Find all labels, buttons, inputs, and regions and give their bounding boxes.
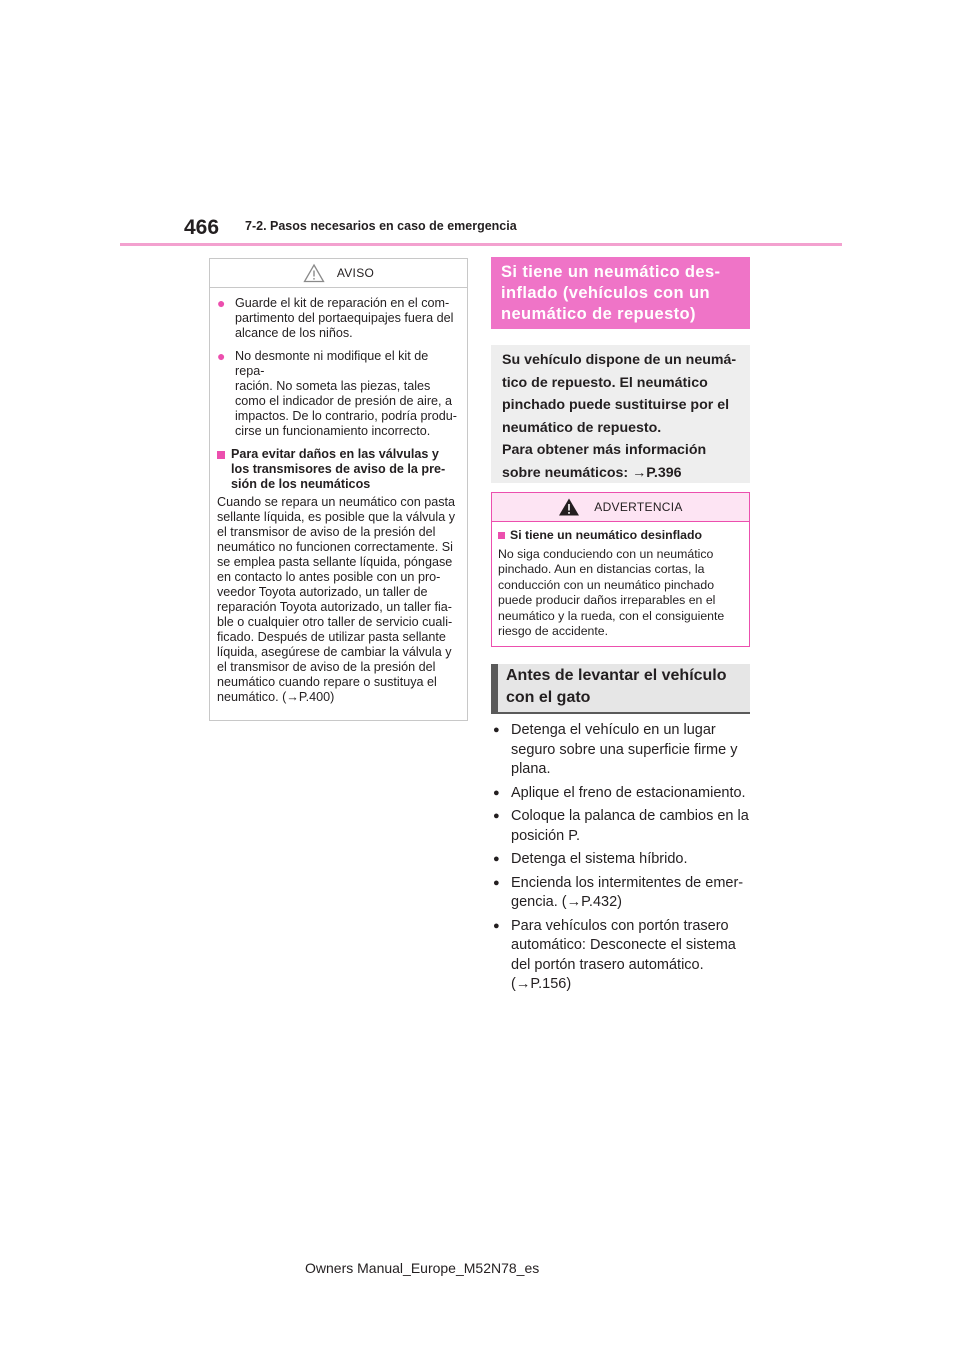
caution-title: AVISO xyxy=(336,266,375,280)
warning-triangle-icon xyxy=(558,497,580,517)
heading-line: inflado (vehículos con un xyxy=(501,284,710,302)
list-item xyxy=(491,850,753,870)
caution-item-text: Guarde el kit de reparación en el com- partimento del portaequipajes fuera del alcance de los niños. xyxy=(235,296,454,340)
jack-section-heading xyxy=(491,664,750,714)
heading-line: Antes de levantar el vehículo xyxy=(506,667,727,684)
info-line: pinchado puede sustituirse por el xyxy=(502,397,730,413)
caution-box xyxy=(209,258,468,721)
heading-line: neumático de repuesto) xyxy=(501,305,696,323)
pink-bullet-icon: ● xyxy=(217,295,226,311)
info-line: neumático de repuesto. xyxy=(502,419,662,436)
caution-body xyxy=(210,288,467,705)
pink-bullet-icon: ● xyxy=(217,348,226,364)
list-item xyxy=(491,721,753,780)
caution-subheading-text: Para evitar daños en las válvulas y los transmisores de aviso de la pre- sión de los neumáticos xyxy=(231,447,446,491)
warning-header xyxy=(492,493,749,522)
info-line: sobre neumáticos: →P.396 xyxy=(502,464,682,481)
list-item xyxy=(491,784,753,804)
caution-header xyxy=(210,259,467,288)
caution-triangle-icon xyxy=(303,263,325,283)
list-item-text: Coloque la palanca de cambios en la posición P. xyxy=(511,808,749,844)
info-line: Su vehículo dispone de un neumá- xyxy=(502,352,737,368)
warning-subheading xyxy=(498,528,742,544)
header-rule xyxy=(120,243,842,246)
bullet-icon: ● xyxy=(493,853,500,865)
list-item-text: Para vehículos con portón trasero automático: Desconecte el sistema del portón trasero automático. (→P.156) xyxy=(511,917,736,992)
warning-box xyxy=(491,492,750,647)
warning-title: ADVERTENCIA xyxy=(594,500,683,514)
info-line: Para obtener más información xyxy=(502,442,707,458)
heading-line: Si tiene un neumático des- xyxy=(501,263,721,281)
page-number: 466 xyxy=(184,216,220,239)
spare-tire-info-box xyxy=(491,345,750,483)
list-item-text: Encienda los intermitentes de emer- gencia. (→P.432) xyxy=(511,874,744,910)
warning-body xyxy=(492,522,749,640)
list-item-text: Detenga el vehículo en un lugar seguro sobre una superficie firme y plana. xyxy=(511,722,738,777)
list-item xyxy=(491,807,753,846)
pink-square-icon xyxy=(217,451,225,459)
caution-paragraph: Cuando se repara un neumático con pasta sellante líquida, es posible que la válvula y el transmisor de aviso de la presión del neumático no funcionen correctamente. Si se emplea pasta sellante líquida, póngase en contacto lo antes posible con un pro- veedor Toyota autorizado, un taller de reparación Toyota autorizado, un taller fia- ble o cualquier otro taller de servicio cuali- ficado. Después de utilizar pasta sellante líquida, asegúrese de cambiar la válvula y el transmisor de aviso de la presión del neumático cuando repare o sustituya el neumático. (→P.400) xyxy=(217,495,456,704)
warning-text: No siga conduciendo con un neumático pinchado. Aun en distancias cortas, la conducción con un neumático pinchado puede producir daños irreparables en el neumático y la rueda, con el consiguiente riesgo de accidente. xyxy=(498,546,725,638)
warning-subheading-text: Si tiene un neumático desinflado xyxy=(510,528,702,542)
spare-tire-heading xyxy=(491,257,750,329)
caution-subheading xyxy=(217,447,461,492)
bullet-icon: ● xyxy=(493,876,500,889)
bullet-icon: ● xyxy=(493,810,500,822)
jack-steps-list xyxy=(491,721,753,999)
pink-square-icon xyxy=(498,532,505,539)
bullet-icon: ● xyxy=(493,724,500,736)
section-title: 7-2. Pasos necesarios en caso de emergencia xyxy=(245,219,517,233)
list-item xyxy=(491,874,753,913)
list-item xyxy=(491,917,753,995)
caution-item xyxy=(217,296,461,341)
caution-item xyxy=(217,349,461,439)
footer-text: Owners Manual_Europe_M52N78_es xyxy=(305,1260,540,1276)
caution-item-text: No desmonte ni modifique el kit de repa- ración. No someta las piezas, tales como el indicador de presión de aire, a impactos. De lo contrario, podría produ- cirse un funcionamiento incorrecto. xyxy=(235,349,457,438)
heading-line: con el gato xyxy=(506,689,591,706)
list-item-text: Detenga el sistema híbrido. xyxy=(511,851,688,867)
bullet-icon: ● xyxy=(493,919,500,932)
list-item-text: Aplique el freno de estacionamiento. xyxy=(511,784,746,801)
bullet-icon: ● xyxy=(493,786,500,799)
info-line: tico de repuesto. El neumático xyxy=(502,374,708,391)
